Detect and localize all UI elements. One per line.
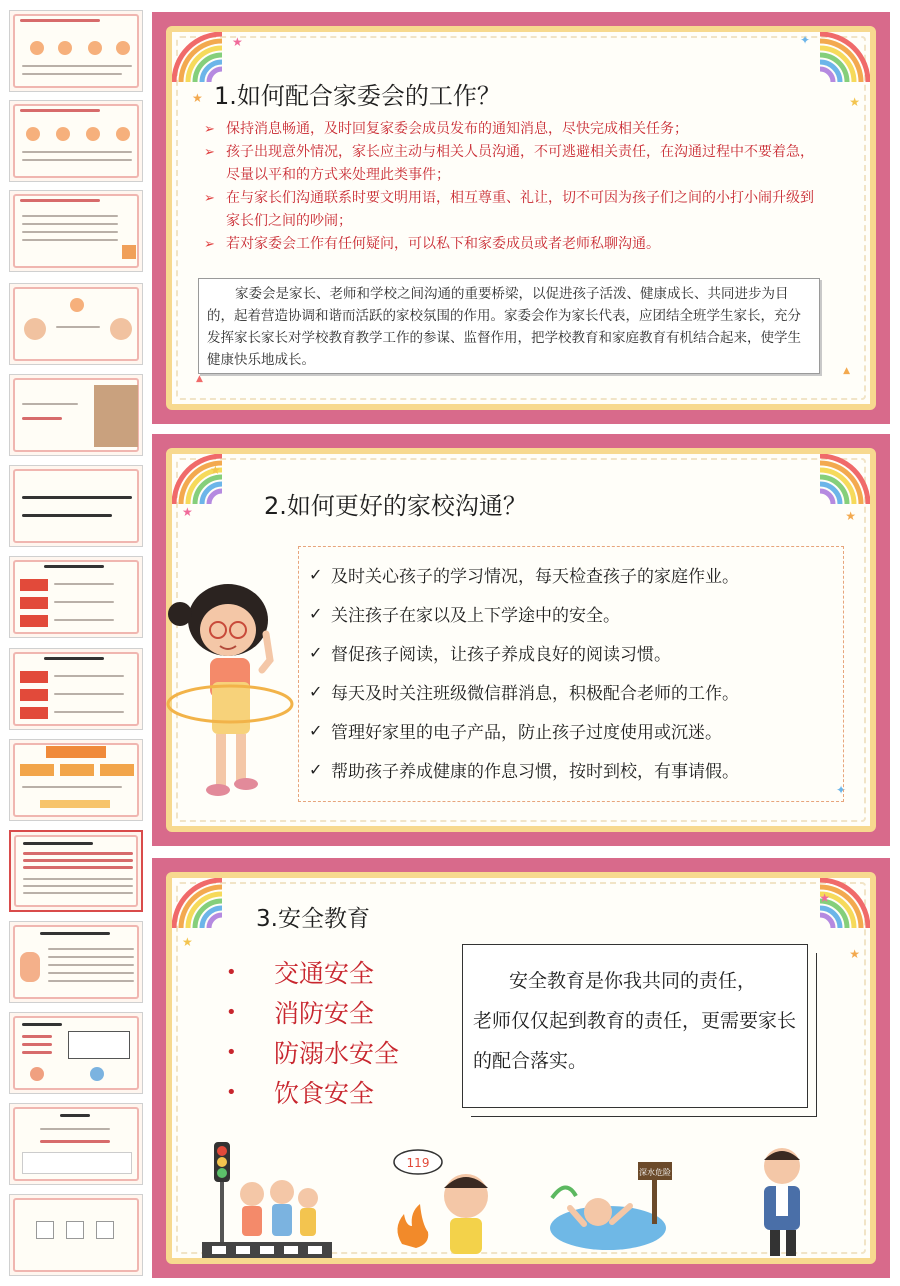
list-item: ➢ 孩子出现意外情况，家长应主动与相关人员沟通，不可逃避相关责任，在沟通过程中不要着急，尽量以平和的方式来处理此类事件； bbox=[204, 141, 814, 187]
check-icon: ✓ bbox=[309, 760, 323, 779]
star-icon: ★ bbox=[192, 91, 203, 105]
star-icon: ★ bbox=[182, 505, 193, 519]
thumbnail-slide-11[interactable] bbox=[9, 921, 143, 1003]
rainbow-icon bbox=[820, 32, 870, 82]
star-icon: ★ bbox=[182, 935, 193, 949]
check-icon: ✓ bbox=[309, 721, 323, 740]
thumbnail-slide-8[interactable] bbox=[9, 648, 143, 730]
arrow-right-icon: ➢ bbox=[204, 237, 215, 252]
rainbow-icon bbox=[172, 454, 222, 504]
bullet-dot-icon: • bbox=[226, 1081, 237, 1103]
responsibility-line-1: 安全教育是你我共同的责任， bbox=[509, 970, 757, 992]
arrow-right-icon: ➢ bbox=[204, 122, 215, 137]
red-bullet-list bbox=[204, 118, 814, 256]
thumbnail-slide-9[interactable] bbox=[9, 739, 143, 821]
thumbnail-slide-1[interactable] bbox=[9, 10, 143, 92]
traffic-safety-illustration bbox=[202, 1142, 332, 1262]
explanation-box bbox=[198, 278, 820, 374]
star-icon: ★ bbox=[232, 35, 243, 49]
explanation-text: 家委会是家长、老师和学校之间沟通的重要桥梁，以促进孩子活泼、健康成长、共同进步为目的，起着营造协调和谐而活跃的家校氛围的作用。家委会作为家长代表，应团结全班学生家长，充分发挥家长家长对学校教育教学工作的参谋、监督作用，把学校教育和家庭教育有机结合起来，使学生健康快乐地成长。 bbox=[207, 286, 801, 368]
drowning-warning-illustration bbox=[546, 1148, 676, 1258]
checklist bbox=[298, 546, 844, 802]
slide-title: 2.如何更好的家校沟通？ bbox=[264, 492, 527, 520]
safety-item: • 饮食安全 bbox=[226, 1079, 375, 1108]
slide-thumbnail-rail bbox=[0, 0, 150, 1286]
star-icon: ★ bbox=[849, 95, 860, 109]
star-icon: ★ bbox=[210, 463, 221, 477]
responsibility-box bbox=[462, 944, 808, 1108]
thumbnail-slide-3[interactable] bbox=[9, 190, 143, 272]
slide-2-home-school-communication bbox=[152, 434, 890, 846]
checklist-item: ✓ 管理好家里的电子产品，防止孩子过度使用或沉迷。 bbox=[309, 721, 722, 743]
thumbnail-slide-5[interactable] bbox=[9, 374, 143, 456]
check-icon: ✓ bbox=[309, 643, 323, 662]
list-item: ➢ 若对家委会工作有任何疑问，可以私下和家委成员或者老师私聊沟通。 bbox=[204, 233, 814, 256]
safety-item: • 交通安全 bbox=[226, 959, 375, 988]
thumbnail-slide-13[interactable] bbox=[9, 1103, 143, 1185]
list-item: ➢ 保持消息畅通，及时回复家委会成员发布的通知消息，尽快完成相关任务； bbox=[204, 118, 814, 141]
teacher-illustration bbox=[742, 1144, 826, 1260]
bullet-dot-icon: • bbox=[226, 1041, 237, 1063]
star-icon: ★ bbox=[819, 891, 830, 905]
checklist-item: ✓ 关注孩子在家以及上下学途中的安全。 bbox=[309, 604, 620, 626]
thumbnail-slide-12[interactable] bbox=[9, 1012, 143, 1094]
checklist-item: ✓ 督促孩子阅读，让孩子养成良好的阅读习惯。 bbox=[309, 643, 671, 665]
safety-item: • 防溺水安全 bbox=[226, 1039, 400, 1068]
slide-1-family-committee bbox=[152, 12, 890, 424]
rainbow-icon bbox=[172, 32, 222, 82]
thumbnail-slide-2[interactable] bbox=[9, 100, 143, 182]
thumbnail-slide-10[interactable] bbox=[9, 830, 143, 912]
warning-sign-text: 深水危险 bbox=[639, 1168, 671, 1177]
star-icon: ✦ bbox=[835, 783, 846, 797]
star-icon: ✦ bbox=[799, 33, 810, 47]
thumbnail-slide-6[interactable] bbox=[9, 465, 143, 547]
slide-3-safety-education bbox=[152, 858, 890, 1278]
thumbnail-slide-7[interactable] bbox=[9, 556, 143, 638]
bullet-dot-icon: • bbox=[226, 961, 237, 983]
checklist-item: ✓ 及时关心孩子的学习情况，每天检查孩子的家庭作业。 bbox=[309, 565, 739, 587]
bullet-dot-icon: • bbox=[226, 1001, 237, 1023]
rainbow-icon bbox=[172, 878, 222, 928]
girl-hula-hoop-illustration bbox=[166, 574, 296, 814]
responsibility-line-2: 老师仅仅起到教育的责任，更需要家长的配合落实。 bbox=[473, 1010, 797, 1072]
thumbnail-slide-14[interactable] bbox=[9, 1194, 143, 1276]
safety-item: • 消防安全 bbox=[226, 999, 375, 1028]
list-item: ➢ 在与家长们沟通联系时要文明用语，相互尊重、礼让，切不可因为孩子们之间的小打小闹升级到家长们之间的吵闹； bbox=[204, 187, 814, 233]
slide-title: 3.安全教育 bbox=[256, 906, 370, 932]
check-icon: ✓ bbox=[309, 604, 323, 623]
confetti-icon: ▲ bbox=[843, 366, 850, 376]
star-icon: ★ bbox=[849, 947, 860, 961]
rainbow-icon bbox=[820, 454, 870, 504]
check-icon: ✓ bbox=[309, 682, 323, 701]
star-icon: ★ bbox=[845, 509, 856, 523]
confetti-icon: ▲ bbox=[196, 374, 203, 384]
check-icon: ✓ bbox=[309, 565, 323, 584]
phone-number-bubble: 119 bbox=[406, 1156, 430, 1170]
arrow-right-icon: ➢ bbox=[204, 145, 215, 160]
checklist-item: ✓ 每天及时关注班级微信群消息，积极配合老师的工作。 bbox=[309, 682, 739, 704]
fire-emergency-illustration bbox=[388, 1148, 498, 1258]
checklist-item: ✓ 帮助孩子养成健康的作息习惯，按时到校，有事请假。 bbox=[309, 760, 739, 782]
arrow-right-icon: ➢ bbox=[204, 191, 215, 206]
slide-title: 1.如何配合家委会的工作？ bbox=[214, 82, 501, 110]
thumbnail-slide-4[interactable] bbox=[9, 283, 143, 365]
